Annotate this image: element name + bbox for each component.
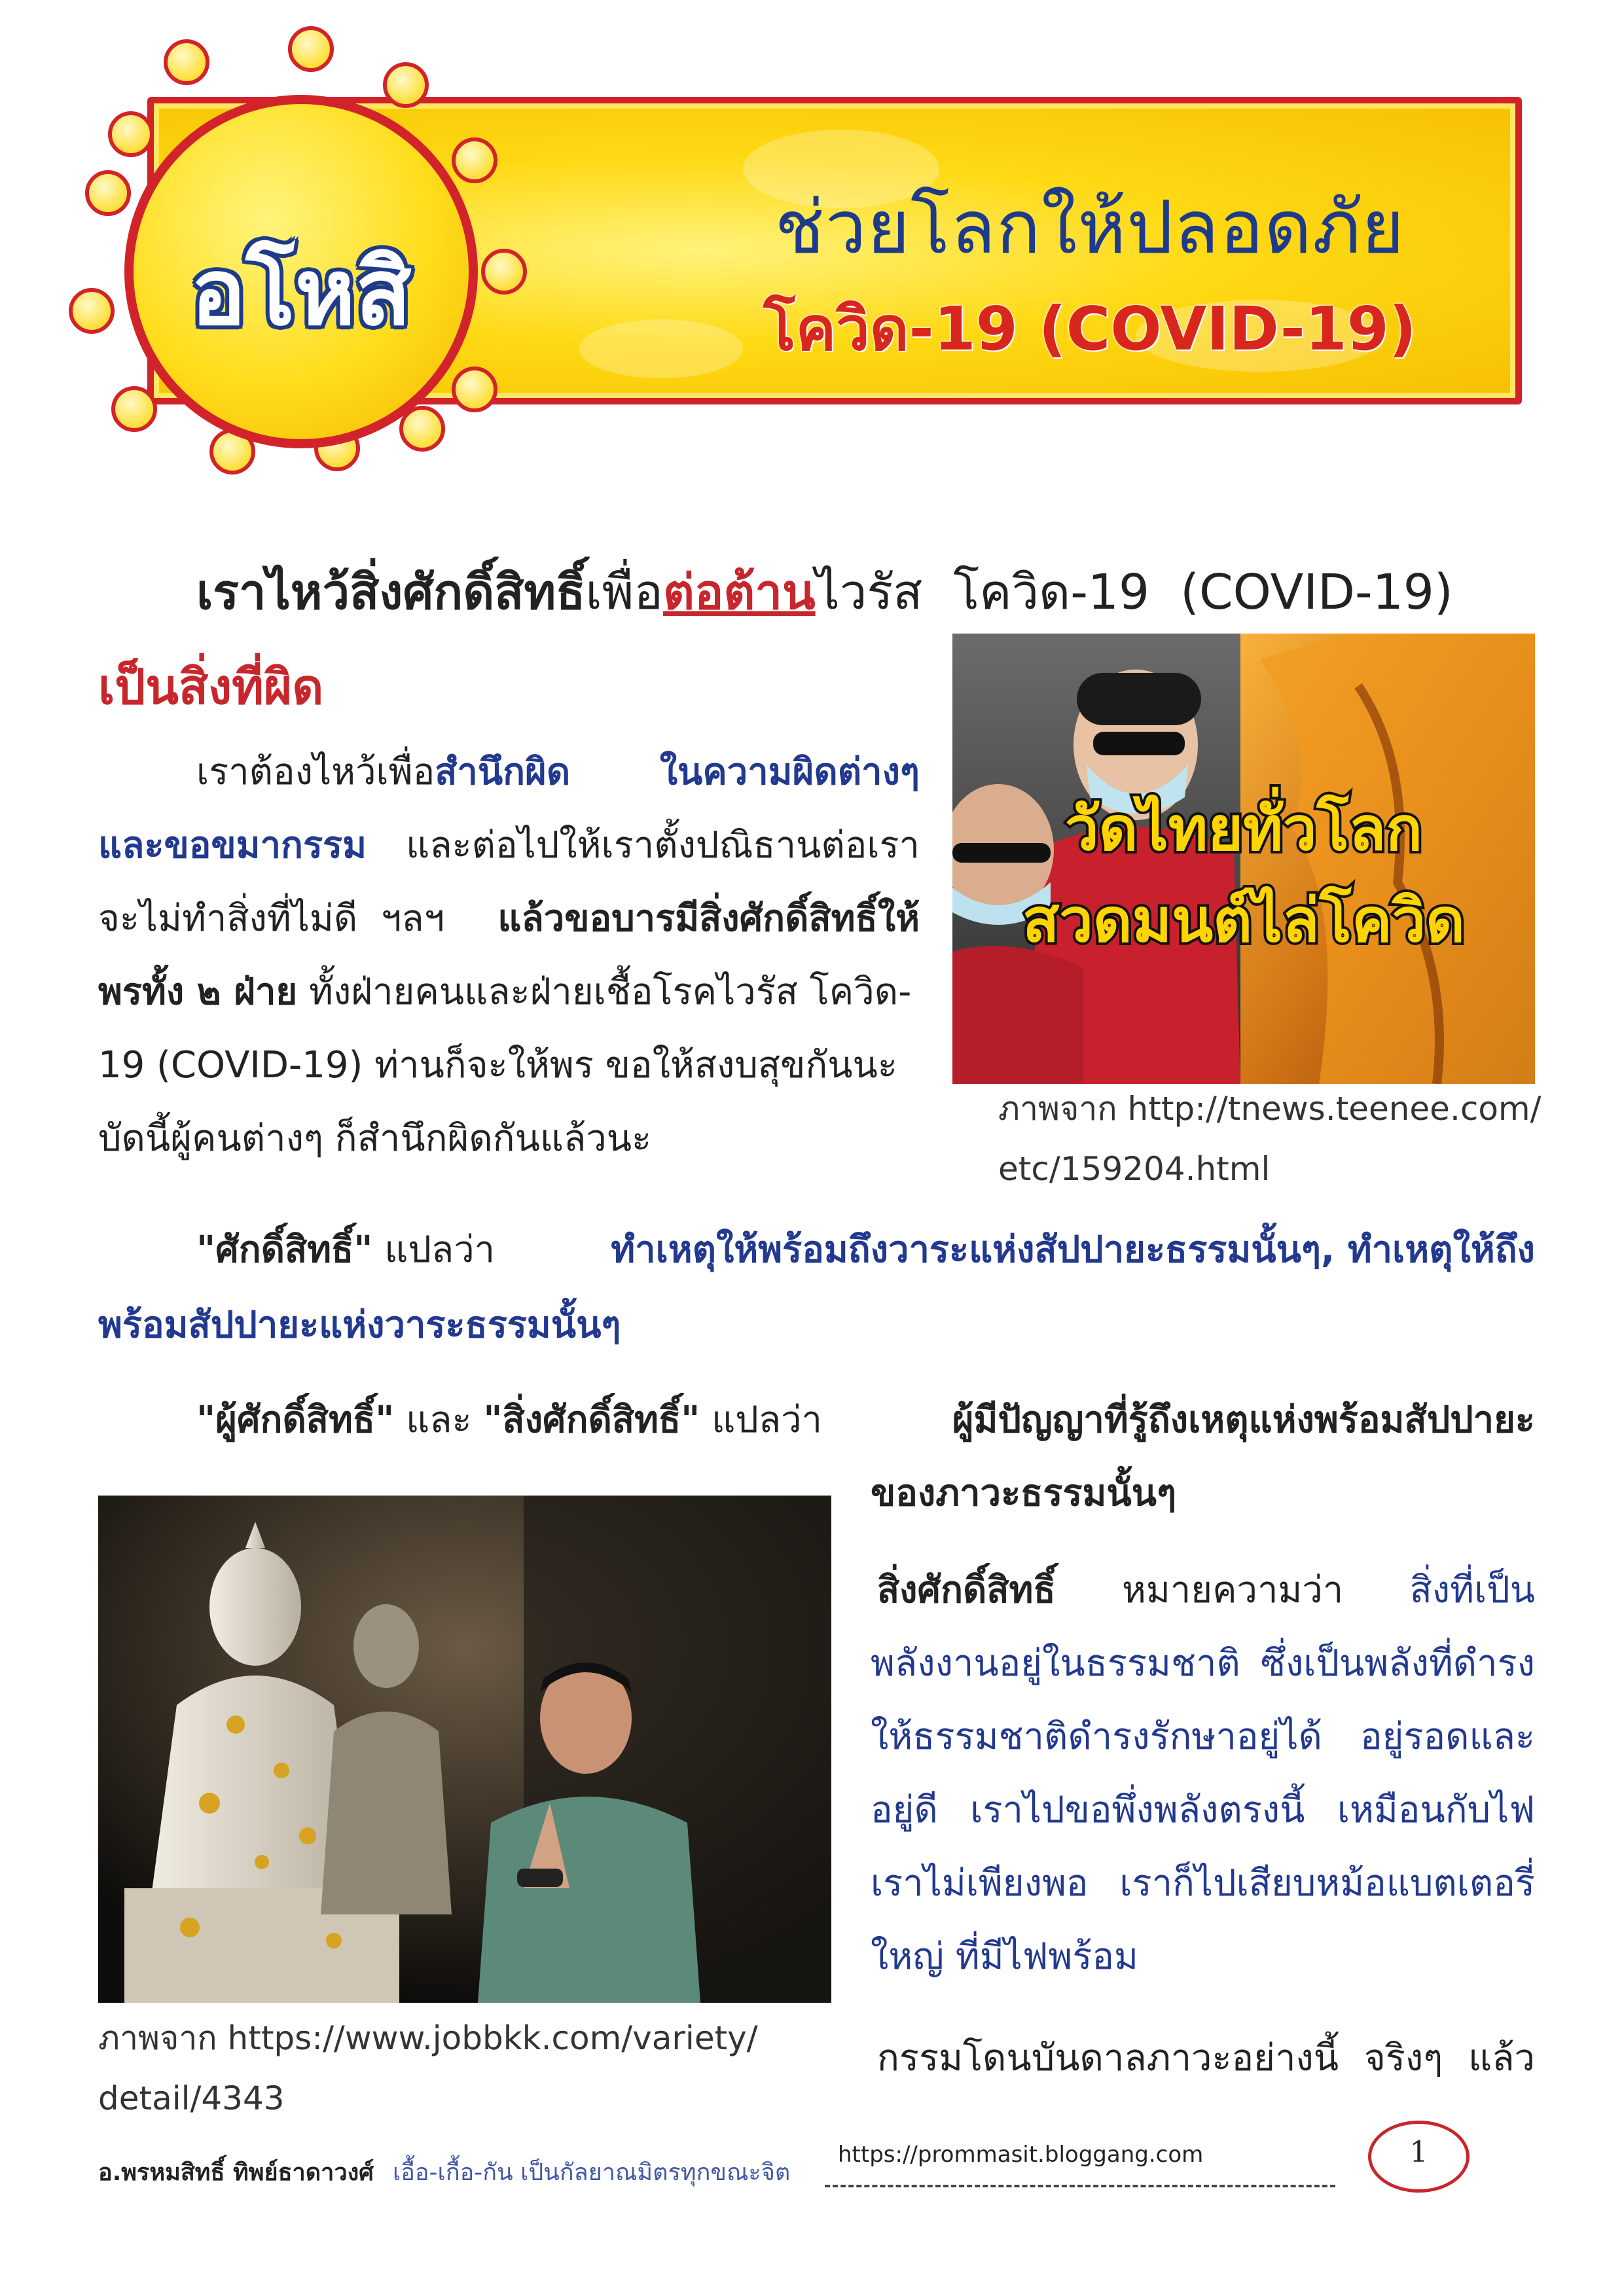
- footer-divider: [825, 2185, 1335, 2187]
- circle-petal: [111, 386, 157, 432]
- para2-term: "ศักดิ์สิทธิ์": [196, 1229, 373, 1271]
- page-number-badge: [1368, 2121, 1470, 2193]
- para4-line2: พลังงานอยู่ในธรรมชาติ ซึ่งเป็นพลังที่ดำรง: [871, 1642, 1535, 1685]
- photo1-caption-line2: etc/159204.html: [998, 1150, 1271, 1188]
- headline-part2: เพื่อ: [585, 564, 663, 620]
- para1-line6: บัดนี้ผู้คนต่างๆ ก็สำนึกผิดกันแล้วนะ: [98, 1117, 652, 1160]
- para1-text: และต่อไปให้เราตั้งปณิธานต่อเรา: [406, 824, 920, 867]
- para2-definition: ทำเหตุให้พร้อมถึงวาระแห่งสัปปายะธรรมนั้นๆ, ทำเหตุให้ถึง: [611, 1229, 1535, 1271]
- title-circle-badge: [124, 95, 478, 448]
- photo1-illustration: [952, 634, 1535, 1084]
- footer-url-link[interactable]: https://prommasit.bloggang.com: [838, 2142, 1204, 2168]
- headline: [196, 556, 1538, 628]
- circle-petal: [69, 288, 115, 334]
- para2-line1: [196, 1217, 1535, 1283]
- photo-man-praying-buddha: [98, 1496, 831, 2003]
- para3-and: และ: [394, 1399, 484, 1441]
- circle-petal: [108, 111, 154, 157]
- para2-line2: พร้อมสัปปายะแห่งวาระธรรมนั้นๆ: [98, 1304, 621, 1346]
- para3-line1: [196, 1388, 1535, 1453]
- headline-line2: เป็นสิ่งที่ผิด: [98, 659, 324, 715]
- para1-line4: [98, 960, 920, 1025]
- circle-petal: [288, 26, 334, 72]
- photo-temple-prayer: [952, 634, 1535, 1084]
- circle-petal: [481, 249, 527, 295]
- para1-text: จะไม่ทำสิ่งที่ไม่ดี ฯลฯ: [98, 897, 456, 940]
- para1-line5: 19 (COVID-19) ท่านก็จะให้พร ขอให้สงบสุขกันนะ: [98, 1044, 897, 1086]
- para4-term: สิ่งศักดิ์สิทธิ์: [877, 1569, 1056, 1611]
- para1-highlight: และขอขมากรรม: [98, 824, 367, 867]
- para1-line2: [98, 813, 920, 878]
- para1-bold: พรทั้ง ๒ ฝ่าย: [98, 971, 298, 1013]
- circle-petal: [452, 137, 497, 183]
- para4-definition: สิ่งที่เป็น: [1409, 1569, 1535, 1611]
- para4-line1: [877, 1558, 1535, 1623]
- footer-motto: เอื้อ-เกื้อ-กัน เป็นกัลยาณมิตรทุกขณะจิต: [393, 2159, 791, 2186]
- para3-term1: "ผู้ศักดิ์สิทธิ์": [196, 1399, 395, 1441]
- para4-line6: ใหญ่ ที่มีไฟพร้อม: [871, 1935, 1138, 1978]
- para4-line3: ให้ธรรมชาติดำรงรักษาอยู่ได้ อยู่รอดและ: [871, 1715, 1535, 1758]
- para3-means: แปลว่า: [700, 1399, 834, 1441]
- headline-part1: เราไหว้สิ่งศักดิ์สิทธิ์: [196, 564, 586, 620]
- circle-petal: [164, 39, 209, 85]
- badge-text: อโหสิ: [190, 240, 412, 346]
- para4-line5: เราไม่เพียงพอ เราก็ไปเสียบหม้อแบตเตอรี่: [871, 1862, 1535, 1905]
- headline-part3: ต่อต้าน: [662, 564, 816, 620]
- photo1-overlay-line1: วัดไทยทั่วโลก: [1064, 794, 1423, 864]
- page-footer: [98, 2136, 1538, 2199]
- photo2-illustration: [98, 1496, 831, 2003]
- para1-highlight: สำนึกผิด: [435, 751, 571, 793]
- photo1-overlay-line2: สวดมนต์ไล่โควิด: [1022, 886, 1465, 956]
- page-number: 1: [1409, 2136, 1428, 2169]
- para5-line1: กรรมโดนบันดาลภาวะอย่างนี้ จริงๆ แล้ว: [877, 2037, 1535, 2079]
- headline-part4: ไวรัส โควิด-19 (COVID-19): [815, 564, 1453, 620]
- para1-text: เราต้องไหว้เพื่อ: [196, 751, 435, 793]
- photo2-caption-line1: ภาพจาก https://www.jobbkk.com/variety/: [98, 2019, 758, 2057]
- page-subtitle: โควิด-19 (COVID-19): [763, 294, 1416, 364]
- para3-term2: "สิ่งศักดิ์สิทธิ์": [483, 1399, 700, 1441]
- footer-author: อ.พรหมสิทธิ์ ทิพย์ธาดาวงศ์: [98, 2159, 374, 2186]
- page-title: ช่วยโลกให้ปลอดภัย: [774, 185, 1405, 270]
- circle-petal: [85, 170, 131, 216]
- para1-text: ทั้งฝ่ายคนและฝ่ายเชื้อโรคไวรัส โควิด-: [297, 971, 912, 1013]
- para1-highlight: ในความผิดต่างๆ: [659, 751, 920, 793]
- para3-definition: ผู้มีปัญญาที่รู้ถึงเหตุแห่งพร้อมสัปปายะ: [952, 1399, 1535, 1441]
- photo2-caption-line2: detail/4343: [98, 2079, 285, 2117]
- para1-line3: [98, 886, 920, 952]
- para1-bold: แล้วขอบารมีสิ่งศักดิ์สิทธิ์ให้: [497, 897, 920, 940]
- circle-petal: [383, 62, 429, 108]
- para2-means: แปลว่า: [372, 1229, 507, 1271]
- para1-line1: [196, 740, 920, 805]
- photo1-caption-line1: ภาพจาก http://tnews.teenee.com/: [998, 1090, 1542, 1128]
- circle-petal: [452, 367, 497, 412]
- para4-line4: อยู่ดี เราไปขอพึ่งพลังตรงนี้ เหมือนกับไฟ: [871, 1789, 1535, 1831]
- para4-means: หมายความว่า: [1121, 1569, 1344, 1611]
- para3-line2: ของภาวะธรรมนั้นๆ: [871, 1472, 1177, 1515]
